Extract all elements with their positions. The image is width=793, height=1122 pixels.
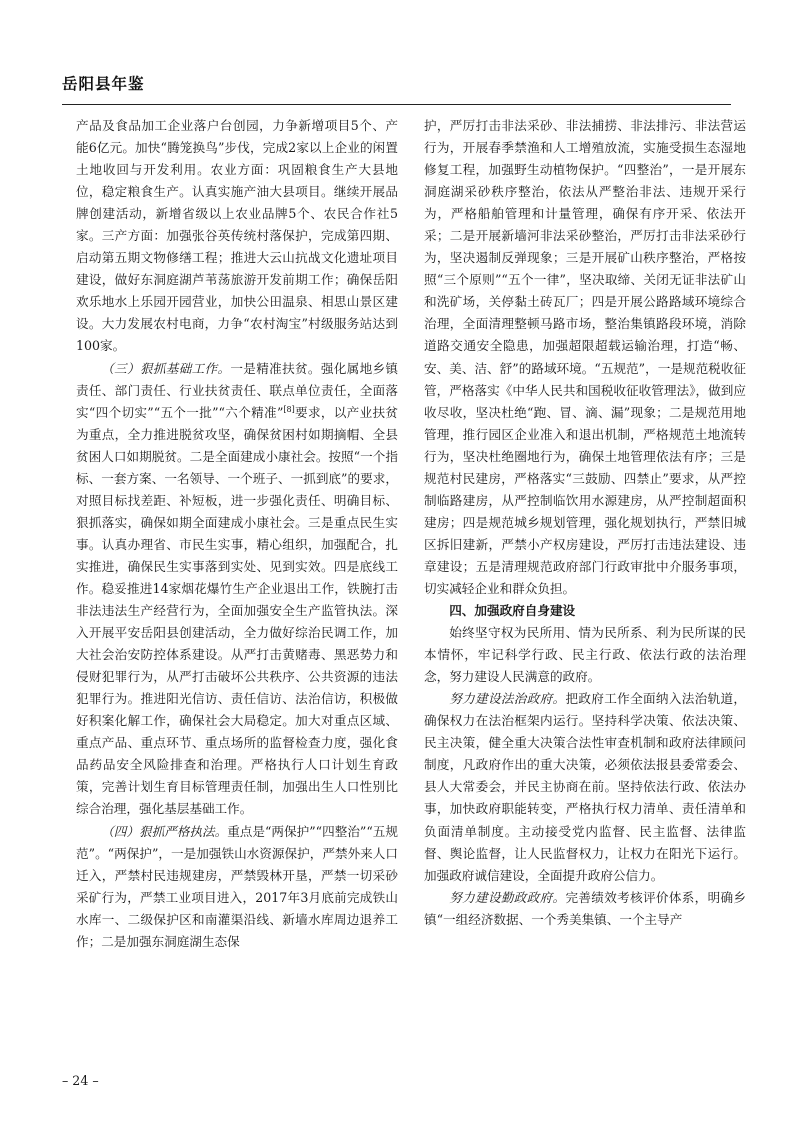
paragraph-principles: 始终坚守权为民所用、情为民所系、利为民所谋的民本情怀，牢记科学行政、民主行政、依法行政的法治理念，努力建设人民满意的政府。 xyxy=(424,625,746,685)
diligent-government-text: 完善绩效考核评价体系，明确乡镇“一组经济数据、一个秀美集镇、一个主导产 xyxy=(424,889,747,927)
right-column xyxy=(424,115,746,931)
running-header: 岳阳县年鉴 xyxy=(62,75,145,93)
paragraph-basic-work xyxy=(76,358,398,821)
subsection-heading-law-enforcement: （四）狠抓严格执法。 xyxy=(101,823,228,839)
paragraph-rule-of-law xyxy=(424,688,746,886)
basic-work-text-a: 一是精准扶贫。强化属地乡镇责任、部门责任、行业扶贫责任、联点单位责任，全面落实“四个切实”“五个一批”“六个精准” xyxy=(76,360,399,420)
left-column xyxy=(76,115,398,953)
header-rule xyxy=(62,104,731,105)
subsection-heading-basic-work: （三）狠抓基础工作。 xyxy=(101,360,231,376)
heading-diligent-government: 努力建设勤政政府。 xyxy=(449,889,566,905)
footnote-ref: [8] xyxy=(283,404,295,414)
section-title-text: 四、加强政府自身建设 xyxy=(449,603,576,619)
heading-rule-of-law: 努力建设法治政府。 xyxy=(449,691,566,707)
paragraph-industry: 产品及食品加工企业落户台创园，力争新增项目5个、产能6亿元。加快“腾笼换鸟”步伐，完成2家以上企业的闲置土地收回与开发利用。农业方面：巩固粮食生产大县地位，稳定粮食生产。认真实施产油大县项目。继续开展品牌创建活动，新增省级以上农业品牌5个、农民合作社5家。三产方面：加强张谷英传统村落保护，完成第四期、启动第五期文物修缮工程；推进大云山抗战文化遗址项目建设，做好东洞庭湖芦苇荡旅游开发前期工作；确保岳阳欢乐地水上乐园开园营业，加快公田温泉、相思山景区建设。大力发展农村电商，力争“农村淘宝”村级服务站达到100家。 xyxy=(76,118,398,354)
paragraph-diligent-government xyxy=(424,887,746,931)
rule-of-law-text: 把政府工作全面纳入法治轨道，确保权力在法治框架内运行。坚持科学决策、依法决策、民主决策，健全重大决策合法性审查机制和政府法律顾问制度，凡政府作出的重大决策，必须依法报县委常委会、县人大常委会，并民主协商在前。坚持依法行政、依法办事，加快政府职能转变，严格执行权力清单、责任清单和负面清单制度。主动接受党内监督、民主监督、法律监督、舆论监督，让人民监督权力，让权力在阳光下运行。加强政府诚信建设，全面提升政府公信力。 xyxy=(424,691,747,883)
section-title xyxy=(424,600,746,622)
paragraph-law-enforcement xyxy=(76,821,398,953)
basic-work-text-b: 要求，以产业扶贫为重点，全力推进脱贫攻坚，确保贫困村如期摘帽、全县贫困人口如期脱贫。二是全面建成小康社会。按照“一个指标、一套方案、一名领导、一个班子、一抓到底”的要求，对照目标找差距、补短板，进一步强化责任、明确目标、狠抓落实，确保如期全面建成小康社会。三是重点民生实事。认真办理省、市民生实事，精心组织，加强配合，扎实推进，确保民生实事落到实处、见到实效。四是底线工作。稳妥推进14家烟花爆竹生产企业退出工作，铁腕打击非法违法生产经营行为，全面加强安全生产监管执法。深入开展平安岳阳县创建活动，全力做好综治民调工作，加大社会治安防控体系建设。从严打击黄赌毒、黑恶势力和侵财犯罪行为，从严打击破坏公共秩序、公共资源的违法犯罪行为。推进阳光信访、责任信访、法治信访，积极做好积案化解工作，确保社会大局稳定。加大对重点区域、重点产品、重点环节、重点场所的监督检查力度，强化食品药品安全风险排查和治理。严格执行人口计划生育政策，完善计划生育目标管理责任制，加强出生人口性别比综合治理，强化基层基础工作。 xyxy=(76,404,398,817)
page-number: – 24 – xyxy=(62,1073,99,1088)
law-enforcement-text: 重点是“两保护”“四整治”“五规范”。“两保护”，一是加强铁山水资源保护，严禁外来人口迁入，严禁村民违规建房，严禁毁林开垦，严禁一切采砂采矿行为，严禁工业项目进入，2017年3月底前完成铁山水库一、二级保护区和南灌渠沿线、新墙水库周边退养工作；二是加强东洞庭湖生态保 xyxy=(76,823,398,949)
paragraph-ecology: 护，严厉打击非法采砂、非法捕捞、非法排污、非法营运行为，开展春季禁渔和人工增殖放流，实施受损生态湿地修复工程，加强野生动植物保护。“四整治”，一是开展东洞庭湖采砂秩序整治，依法从严整治非法、违规开采行为，严格船舶管理和计量管理，确保有序开采、依法开采；二是开展新墙河非法采砂整治，严厉打击非法采砂行为，坚决遏制反弹现象；三是开展矿山秩序整治，严格按照“三个原则”“五个一律”，坚决取缔、关闭无证非法矿山和洗矿场，关停黏土砖瓦厂；四是开展公路路域环境综合治理，全面清理整顿马路市场，整治集镇路段环境，消除道路交通安全隐患，加强超限超载运输治理，打造“畅、安、美、洁、舒”的路域环境。“五规范”，一是规范税收征管，严格落实《中华人民共和国税收征收管理法》，做到应收尽收，坚决杜绝“跑、冒、滴、漏”现象；二是规范用地管理，推行园区企业准入和退出机制，严格规范土地流转行为，坚决杜绝圈地行为，确保土地管理依法有序；三是规范村民建房，严格落实“三鼓励、四禁止”要求，从严控制临路建房，从严控制临饮用水源建房，从严控制超面积建房；四是规范城乡规划管理，强化规划执行，严禁旧城区拆旧建新，严禁小产权房建设，严厉打击违法建设、违章建设；五是清理规范政府部门行政审批中介服务事项，切实减轻企业和群众负担。 xyxy=(424,118,746,596)
